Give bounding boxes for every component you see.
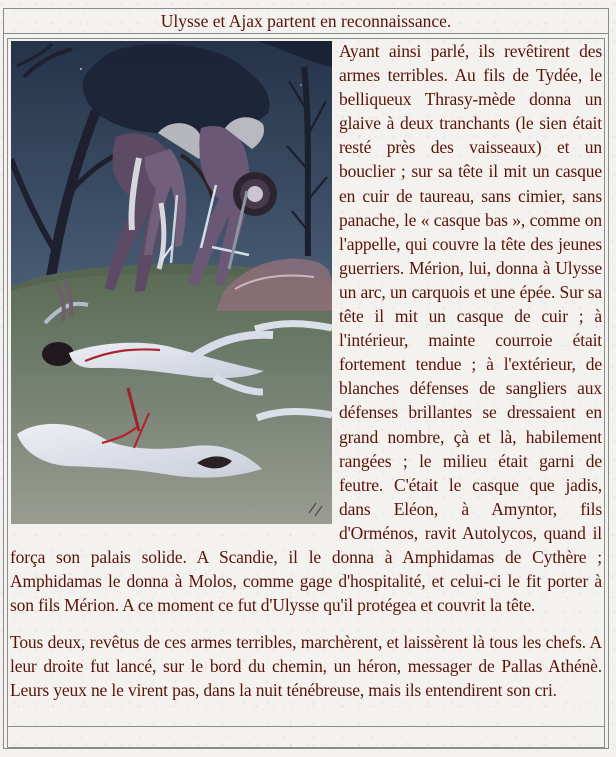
illustration [11, 41, 332, 524]
content-area [7, 38, 605, 727]
bottom-border [7, 727, 605, 748]
page-title: Ulysse et Ajax partent en reconnaissance. [4, 9, 608, 34]
paragraph-2: Tous deux, revêtus de ces armes terribles, marchèrent, et laissèrent là tous les chefs. A leur droite fut lancé, sur le bord du chemin, un héron, messager de Pallas Athénè. Leurs yeux ne le virent pas, dans la nuit ténébreuse, mais ils entendirent son cri. [10, 632, 602, 701]
night-warriors-illustration [11, 41, 332, 524]
paragraph-1: Ayant ainsi parlé, ils revêtirent des armes terribles. Au fils de Tydée, le belliqueux Thrasy-mède donna un glaive à deux tranchants (le sien était resté près des vaisseaux) et un bouclier ; sur sa tête il mit un casque en cuir de taureau, sans cimier, sans panache, le « casque bas », comme on l'appelle, qui couvre la tête des jeunes guerriers. Mérion, lui, donna à Ulysse un arc, un carquois et une épée. Sur sa tête il mit un casque de cuir ; à l'intérieur, mainte courroie était fortement tendue ; à l'extérieur, de blanches défenses de sangliers aux défenses brillantes se dressaient en grand nombre, çà et là, habilement rangées ; le milieu était garni de feutre. C'était le casque que jadis, dans Eléon, à Amyntor, fils d'Orménos, ravit Autolycos, quand il força son palais solide. A Scandie, il le donna à Amphidamas de Cythère ; Amphidamas le donna à Molos, comme gage d'hospitalité, et celui-ci le fit porter à son fils Mérion. A ce moment ce fut d'Ulysse qu'il protégea et couvrit la tête. [10, 41, 602, 616]
page-frame [3, 8, 609, 749]
